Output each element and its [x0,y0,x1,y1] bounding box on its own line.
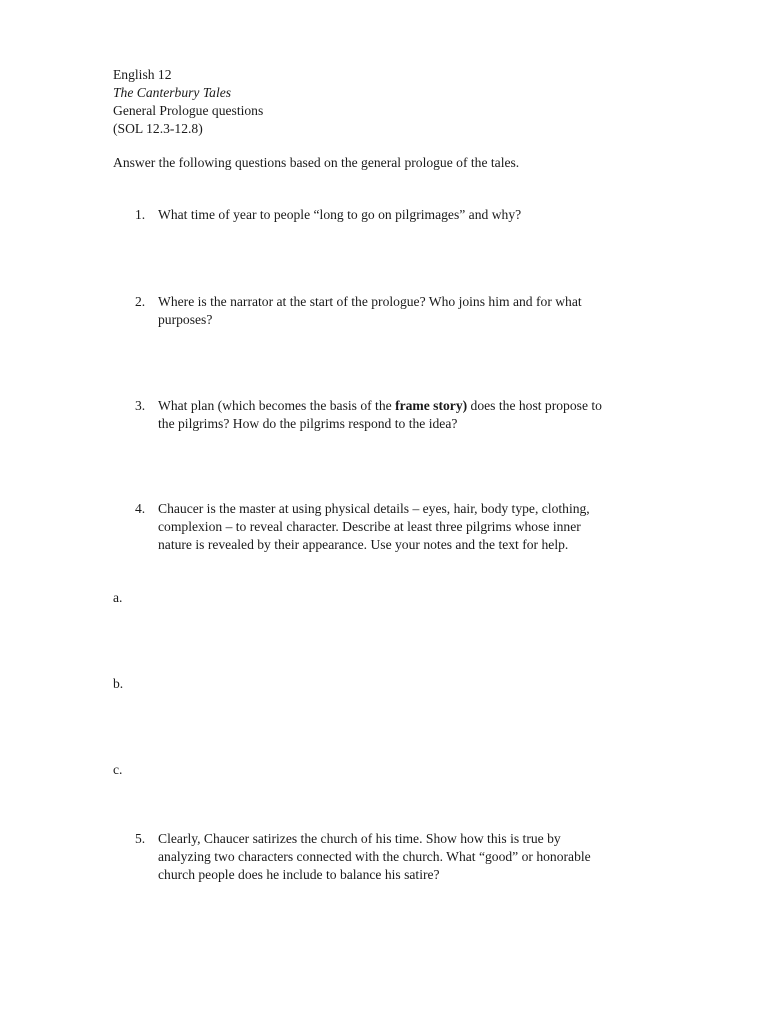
question-3 [135,397,695,433]
question-line: church people does he include to balance his satire? [158,867,440,882]
question-line: What time of year to people “long to go on pilgrimages” and why? [158,207,522,222]
answer-label-c: c. [113,762,123,777]
question-text [158,293,695,329]
question-line: nature is revealed by their appearance. Use your notes and the text for help. [158,537,569,552]
question-text [158,830,695,884]
question-line: analyzing two characters connected with the church. What “good” or honorable [158,849,591,864]
question-1 [135,206,695,224]
question-number: 3. [135,398,146,413]
question-line [158,397,695,415]
question-line: Where is the narrator at the start of the prologue? Who joins him and for what [158,294,582,309]
question-text-segment: What plan (which becomes the basis of the [158,398,396,413]
question-text [158,397,695,433]
standards-reference: (SOL 12.3-12.8) [113,121,203,136]
question-line: purposes? [158,312,213,327]
frame-story-term: frame story) [395,398,468,413]
instructions: Answer the following questions based on the general prologue of the tales. [113,155,520,170]
question-2 [135,293,695,329]
worksheet-subtitle: General Prologue questions [113,103,264,118]
question-number: 2. [135,294,146,309]
document-header [113,66,263,138]
question-line: complexion – to reveal character. Describe at least three pilgrims whose inner [158,519,581,534]
question-line: Chaucer is the master at using physical details – eyes, hair, body type, clothing, [158,501,590,516]
question-4 [135,500,695,554]
course-name: English 12 [113,67,172,82]
question-text [158,206,695,224]
answer-label-a: a. [113,590,123,605]
question-number: 5. [135,831,146,846]
question-line: the pilgrims? How do the pilgrims respond to the idea? [158,416,458,431]
answer-label-b: b. [113,676,124,691]
question-text-segment: does the host propose to [467,398,602,413]
question-text [158,500,695,554]
question-5 [135,830,695,884]
work-title: The Canterbury Tales [113,85,232,100]
question-line: Clearly, Chaucer satirizes the church of his time. Show how this is true by [158,831,561,846]
question-number: 1. [135,207,146,222]
question-number: 4. [135,501,146,516]
